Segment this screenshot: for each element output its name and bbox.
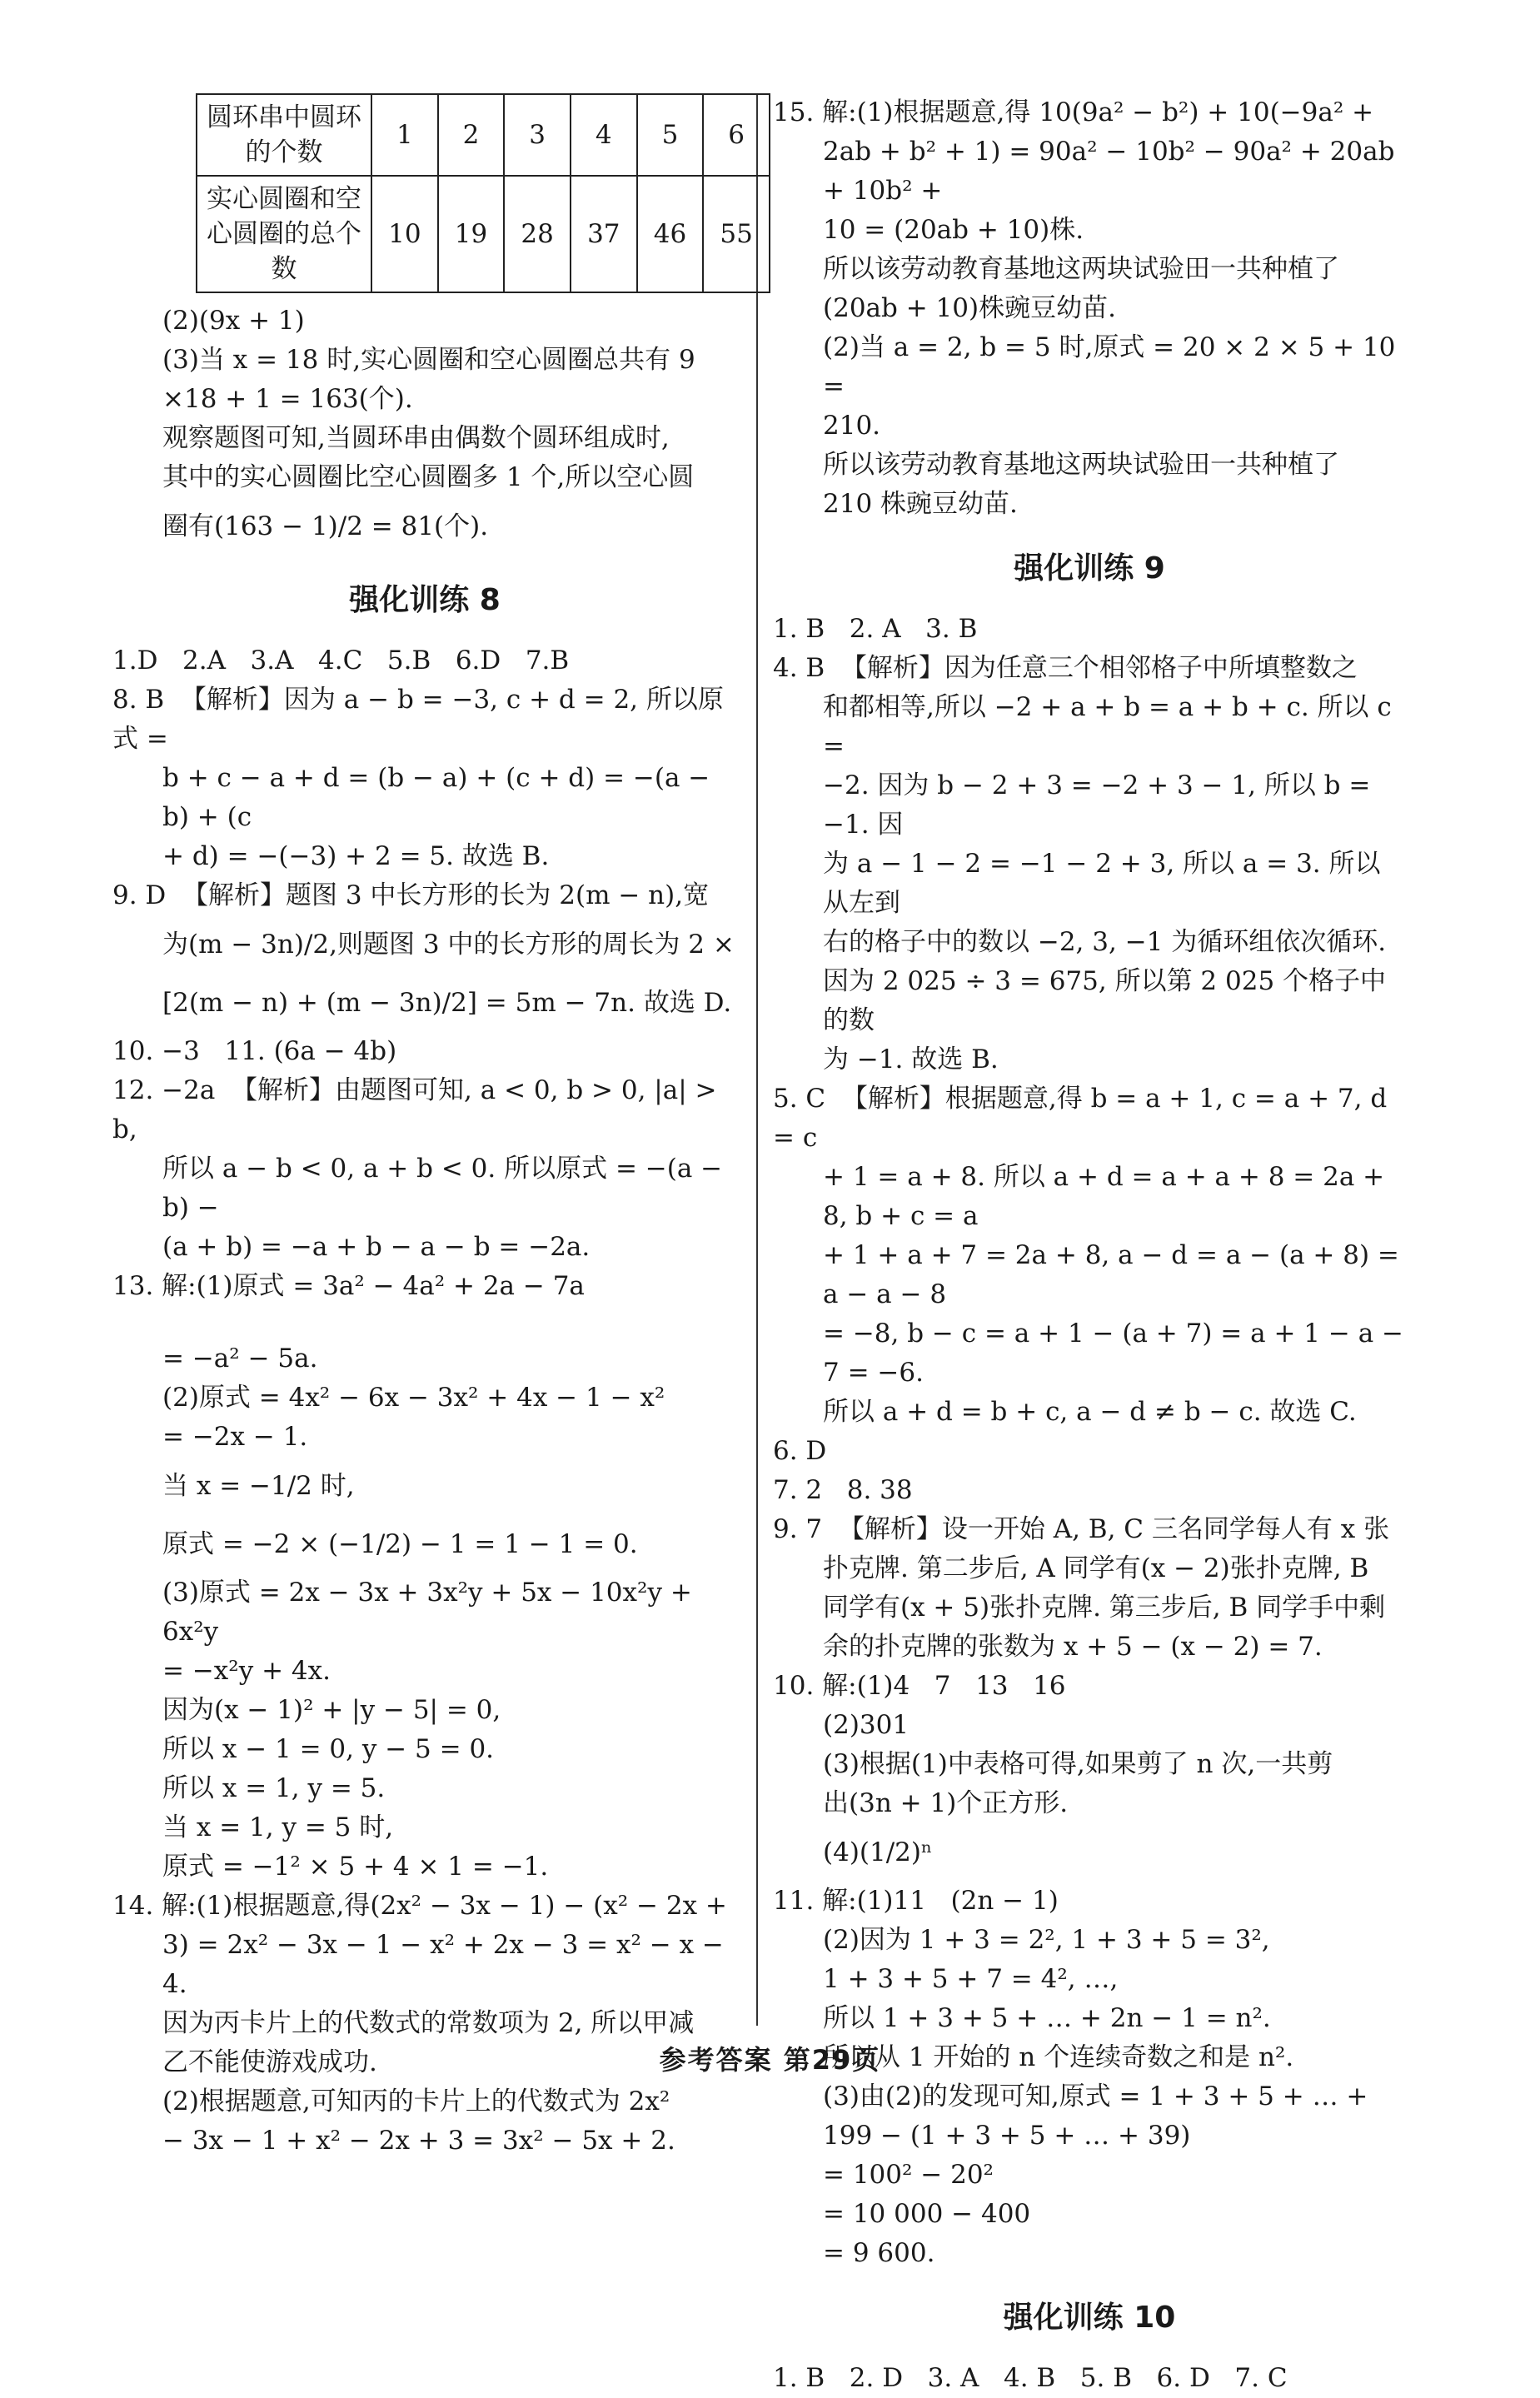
answer-line: 右的格子中的数以 −2, 3, −1 为循环组依次循环.	[823, 927, 1387, 957]
table-row	[197, 94, 770, 176]
answer-line: − 3x − 1 + x² − 2x + 3 = 3x² − 5x + 2.	[162, 2126, 675, 2156]
answer-line: 所以 x − 1 = 0, y − 5 = 0.	[162, 1734, 495, 1764]
table-cell: 10	[371, 176, 438, 292]
answer-line: 原式 = −2 × (−1/2) − 1 = 1 − 1 = 0.	[162, 1529, 638, 1559]
answer-line: (3)原式 = 2x − 3x + 3x²y + 5x − 10x²y + 6x²y	[162, 1578, 700, 1647]
answer-line: = 100² − 20²	[823, 2160, 994, 2190]
answer-line: = −a² − 5a.	[162, 1344, 318, 1373]
answer-line: 1. B 2. A 3. B	[773, 614, 978, 644]
answer-line: 和都相等,所以 −2 + a + b = a + b + c. 所以 c =	[823, 692, 1400, 761]
table-cell: 19	[438, 176, 505, 292]
table-cell: 6	[703, 94, 770, 176]
answer-line: 199 − (1 + 3 + 5 + … + 39)	[823, 2121, 1191, 2151]
answer-line: (a + b) = −a + b − a − b = −2a.	[162, 1232, 591, 1262]
answer-line: (3)根据(1)中表格可得,如果剪了 n 次,一共剪	[823, 1749, 1333, 1779]
answer-line: 2ab + b² + 1) = 90a² − 10b² − 90a² + 20ab + 10b² +	[823, 137, 1403, 206]
answer-line: (4)(1/2)ⁿ	[823, 1837, 933, 1867]
answer-line: (3)当 x = 18 时,实心圆圈和空心圆圈总共有 9	[162, 345, 695, 375]
answer-line: 1.D 2.A 3.A 4.C 5.B 6.D 7.B	[112, 646, 570, 676]
answer-line: 为(m − 3n)/2,则题图 3 中的长方形的周长为 2 ×	[162, 930, 735, 960]
answer-line: (2)301	[823, 1710, 910, 1740]
answer-line: 1 + 3 + 5 + 7 = 4², …,	[823, 1964, 1119, 1994]
answer-line: 扑克牌. 第二步后, A 同学有(x − 2)张扑克牌, B	[823, 1553, 1369, 1583]
answer-line: 原式 = −1² × 5 + 4 × 1 = −1.	[162, 1852, 549, 1882]
answer-line: 5. C 【解析】根据题意,得 b = a + 1, c = a + 7, d = c	[773, 1084, 1396, 1153]
answer-line: 12. −2a 【解析】由题图可知, a < 0, b > 0, |a| > b,	[112, 1075, 725, 1144]
answer-line: 9. 7 【解析】设一开始 A, B, C 三名同学每人有 x 张	[773, 1514, 1390, 1544]
table-row	[197, 176, 770, 292]
answer-line: (2)当 a = 2, b = 5 时,原式 = 20 × 2 × 5 + 10 =	[823, 332, 1404, 401]
answer-line: [2(m − n) + (m − 3n)/2] = 5m − 7n. 故选 D.	[162, 988, 732, 1018]
answer-line: 因为(x − 1)² + |y − 5| = 0,	[162, 1695, 501, 1725]
answer-line: 1. B 2. D 3. A 4. B 5. B 6. D 7. C	[773, 2363, 1288, 2393]
answer-line: = −8, b − c = a + 1 − (a + 7) = a + 1 − a − 7 = −6.	[823, 1319, 1412, 1388]
answer-line: 13. 解:(1)原式 = 3a² − 4a² + 2a − 7a	[112, 1271, 585, 1301]
answer-line: (2)原式 = 4x² − 6x − 3x² + 4x − 1 − x²	[162, 1383, 665, 1413]
answer-line: 10 = (20ab + 10)株.	[823, 215, 1084, 245]
answer-line: 14. 解:(1)根据题意,得(2x² − 3x − 1) − (x² − 2x +	[112, 1891, 727, 1921]
answer-line: 圈有(163 − 1)/2 = 81(个).	[162, 511, 489, 541]
answer-line: 所以该劳动教育基地这两块试验田一共种植了	[823, 450, 1339, 480]
column-divider	[756, 93, 758, 2026]
table-cell: 1	[371, 94, 438, 176]
section-title-8: 强化训练 8	[349, 583, 501, 617]
answer-line: 出(3n + 1)个正方形.	[823, 1788, 1069, 1818]
answer-line: 11. 解:(1)11 (2n − 1)	[773, 1886, 1059, 1916]
answer-line: = −2x − 1.	[162, 1422, 308, 1452]
answer-line: 4. B 【解析】因为任意三个相邻格子中所填整数之	[773, 653, 1358, 683]
answer-line: 观察题图可知,当圆环串由偶数个圆环组成时,	[162, 423, 670, 453]
table-cell: 3	[504, 94, 571, 176]
answer-line: 所以 x = 1, y = 5.	[162, 1773, 386, 1803]
answer-line: 为 a − 1 − 2 = −1 − 2 + 3, 所以 a = 3. 所以从左到	[823, 849, 1381, 918]
table-cell: 5	[637, 94, 704, 176]
answer-line: 所以从 1 开始的 n 个连续奇数之和是 n².	[823, 2042, 1294, 2072]
answer-line: 乙不能使游戏成功.	[162, 2047, 377, 2077]
answer-line: 3) = 2x² − 3x − 1 − x² + 2x − 3 = x² − x − 4.	[162, 1930, 732, 1999]
section-title-9: 强化训练 9	[1014, 551, 1165, 586]
table-cell: 37	[571, 176, 637, 292]
table-cell: 4	[571, 94, 637, 176]
answer-line: 当 x = −1/2 时,	[162, 1471, 355, 1501]
answer-line: (2)因为 1 + 3 = 2², 1 + 3 + 5 = 3²,	[823, 1925, 1270, 1955]
answer-line: b + c − a + d = (b − a) + (c + d) = −(a − b) + (c	[162, 763, 719, 832]
answer-line: 所以该劳动教育基地这两块试验田一共种植了	[823, 254, 1339, 284]
answer-line: 其中的实心圆圈比空心圆圈多 1 个,所以空心圆	[162, 462, 695, 492]
answer-line: 15. 解:(1)根据题意,得 10(9a² − b²) + 10(−9a² +	[773, 97, 1374, 127]
answer-line: = 10 000 − 400	[823, 2199, 1031, 2229]
answer-line: 10. 解:(1)4 7 13 16	[773, 1671, 1066, 1701]
answer-line: 为 −1. 故选 B.	[823, 1044, 999, 1074]
answer-line: 10. −3 11. (6a − 4b)	[112, 1036, 397, 1066]
answer-line: 210.	[823, 411, 881, 441]
answer-line: 所以 a − b < 0, a + b < 0. 所以原式 = −(a − b) −	[162, 1154, 731, 1223]
answer-line: 当 x = 1, y = 5 时,	[162, 1812, 394, 1842]
answer-line: + 1 + a + 7 = 2a + 8, a − d = a − (a + 8) = a − a − 8	[823, 1240, 1408, 1309]
answer-line: −2. 因为 b − 2 + 3 = −2 + 3 − 1, 所以 b = −1. 因	[823, 770, 1379, 840]
answer-line: (3)由(2)的发现可知,原式 = 1 + 3 + 5 + … +	[823, 2081, 1368, 2111]
answer-line: 所以 1 + 3 + 5 + … + 2n − 1 = n².	[823, 2003, 1271, 2033]
section-title-10: 强化训练 10	[1003, 2301, 1176, 2335]
page-footer: 参考答案 第29页	[659, 2044, 881, 2076]
answer-line: 210 株豌豆幼苗.	[823, 489, 1018, 519]
table-cell: 28	[504, 176, 571, 292]
answer-line: 所以 a + d = b + c, a − d ≠ b − c. 故选 C.	[823, 1397, 1357, 1427]
answer-line: (2)根据题意,可知丙的卡片上的代数式为 2x²	[162, 2086, 670, 2116]
left-column	[112, 93, 753, 2161]
table-cell: 46	[637, 176, 704, 292]
answer-line: 6. D	[773, 1436, 827, 1466]
answer-line: 9. D 【解析】题图 3 中长方形的长为 2(m − n),宽	[112, 880, 710, 910]
answer-line: (20ab + 10)株豌豆幼苗.	[823, 293, 1116, 323]
answer-line: = 9 600.	[823, 2238, 935, 2268]
table-cell: 2	[438, 94, 505, 176]
answer-line: (2)(9x + 1)	[162, 306, 305, 336]
answer-line: 同学有(x + 5)张扑克牌. 第三步后, B 同学手中剩	[823, 1593, 1386, 1623]
table-header-cell: 圆环串中圆环的个数	[197, 94, 371, 176]
answer-line: 因为丙卡片上的代数式的常数项为 2, 所以甲减	[162, 2008, 695, 2038]
table-header-cell: 实心圆圈和空心圆圈的总个数	[197, 176, 371, 292]
answer-line: + d) = −(−3) + 2 = 5. 故选 B.	[162, 841, 550, 871]
answer-line: = −x²y + 4x.	[162, 1656, 331, 1686]
circle-count-table	[196, 93, 770, 293]
answer-line: 因为 2 025 ÷ 3 = 675, 所以第 2 025 个格子中的数	[823, 966, 1387, 1035]
table-cell: 55	[703, 176, 770, 292]
answer-line: 8. B 【解析】因为 a − b = −3, c + d = 2, 所以原式 =	[112, 685, 724, 754]
answer-line: ×18 + 1 = 163(个).	[162, 384, 413, 414]
answer-line: 余的扑克牌的张数为 x + 5 − (x − 2) = 7.	[823, 1632, 1323, 1662]
answer-line: 7. 2 8. 38	[773, 1475, 913, 1505]
answer-line: + 1 = a + 8. 所以 a + d = a + a + 8 = 2a + 8, b + c = a	[823, 1162, 1393, 1231]
